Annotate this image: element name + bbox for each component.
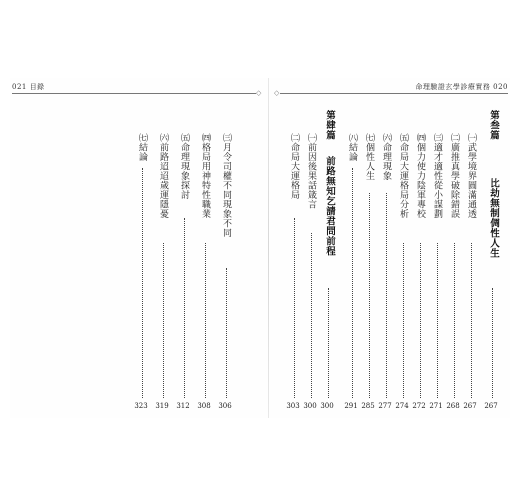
toc-entry-label: ㈤命局大運格局分析 xyxy=(398,133,408,219)
toc-entry xyxy=(305,133,317,209)
leader-dots xyxy=(369,193,370,398)
leader-dots xyxy=(226,268,227,398)
toc-entry-label: ㈣格局用神特性職業 xyxy=(200,133,210,219)
toc-entry-label: ㈠前因後果話箴言 xyxy=(306,133,316,209)
toc-page-number: 291 xyxy=(344,402,358,410)
toc-entry-label: ㈡廣推真學破除錯誤 xyxy=(449,133,459,219)
toc-entry xyxy=(199,133,211,219)
leader-dots xyxy=(420,243,421,398)
part4-heading xyxy=(322,110,334,140)
toc-page-number: 277 xyxy=(378,402,392,410)
toc-page-number: 312 xyxy=(176,402,190,410)
toc-page-number: 308 xyxy=(197,402,211,410)
right-page-header: 命理驗證玄學診療實務 020 xyxy=(415,83,508,91)
toc-page-number: 319 xyxy=(155,402,169,410)
toc-page-number: 274 xyxy=(395,402,409,410)
right-header-rule xyxy=(280,93,508,94)
leader-dots xyxy=(492,288,493,398)
toc-page-number: 272 xyxy=(412,402,426,410)
toc-entry xyxy=(220,133,232,238)
part4-marker: 第肆篇 xyxy=(324,110,335,140)
toc-entry xyxy=(157,133,169,219)
toc-entry xyxy=(136,133,148,162)
leader-dots xyxy=(352,168,353,398)
left-header-rule xyxy=(12,93,256,94)
left-page-header: 021 目錄 xyxy=(12,83,45,91)
part4-title: 前路無知乞請君問前程 xyxy=(324,156,335,256)
toc-page-number: 323 xyxy=(134,402,148,410)
toc-page-number: 300 xyxy=(303,402,317,410)
toc-page-number: 285 xyxy=(361,402,375,410)
toc-entry xyxy=(346,133,358,162)
toc-entry-label: ㈧結論 xyxy=(347,133,357,162)
toc-entry xyxy=(448,133,460,219)
toc-entry-label: ㈢月令司權不同現象不同 xyxy=(221,133,231,238)
toc-entry-label: ㈡命局大運格局 xyxy=(289,133,299,200)
toc-page-number: 267 xyxy=(463,402,477,410)
toc-entry-label: ㈦結論 xyxy=(137,133,147,162)
leader-dots xyxy=(184,218,185,398)
book-spread xyxy=(10,78,510,418)
toc-entry xyxy=(465,133,477,219)
toc-page-number: 300 xyxy=(320,402,334,410)
toc-entry-label: ㈤命理現象探討 xyxy=(179,133,189,200)
toc-entry xyxy=(380,133,392,181)
part3-title: 比劫無制倜性人生 xyxy=(488,178,499,258)
toc-entry xyxy=(431,133,443,219)
rule-ornament-icon: ◇ xyxy=(274,89,280,97)
leader-dots xyxy=(163,243,164,398)
toc-entry xyxy=(363,133,375,181)
toc-page-number: 303 xyxy=(286,402,300,410)
toc-entry-label: ㈥前路迢迢歲運隱憂 xyxy=(158,133,168,219)
part3-heading xyxy=(486,178,498,258)
toc-page-number: 271 xyxy=(429,402,443,410)
toc-entry xyxy=(288,133,300,200)
toc-entry-label: ㈦個性人生 xyxy=(364,133,374,181)
toc-entry xyxy=(178,133,190,200)
leader-dots xyxy=(311,233,312,398)
toc-entry-label: ㈣個力使力陰軍專校 xyxy=(415,133,425,219)
leader-dots xyxy=(328,288,329,398)
leader-dots xyxy=(437,243,438,398)
leader-dots xyxy=(454,243,455,398)
leader-dots xyxy=(471,243,472,398)
leader-dots xyxy=(386,193,387,398)
toc-entry-label: ㈢適才適性從小謀劃 xyxy=(432,133,442,219)
rule-ornament-icon: ◇ xyxy=(256,89,262,97)
toc-page-number: 267 xyxy=(484,402,498,410)
part4-heading xyxy=(322,156,334,256)
part3-marker: 第叁篇 xyxy=(488,110,499,140)
leader-dots xyxy=(205,243,206,398)
leader-dots xyxy=(142,168,143,398)
toc-entry-label: ㈠武學境界圓滿通透 xyxy=(466,133,476,219)
part3-heading xyxy=(486,110,498,140)
leader-dots xyxy=(403,243,404,398)
toc-entry-label: ㈥命理現象 xyxy=(381,133,391,181)
toc-entry xyxy=(414,133,426,219)
leader-dots xyxy=(294,218,295,398)
page-fold xyxy=(268,78,269,418)
toc-entry xyxy=(397,133,409,219)
toc-page-number: 268 xyxy=(446,402,460,410)
toc-page-number: 306 xyxy=(218,402,232,410)
